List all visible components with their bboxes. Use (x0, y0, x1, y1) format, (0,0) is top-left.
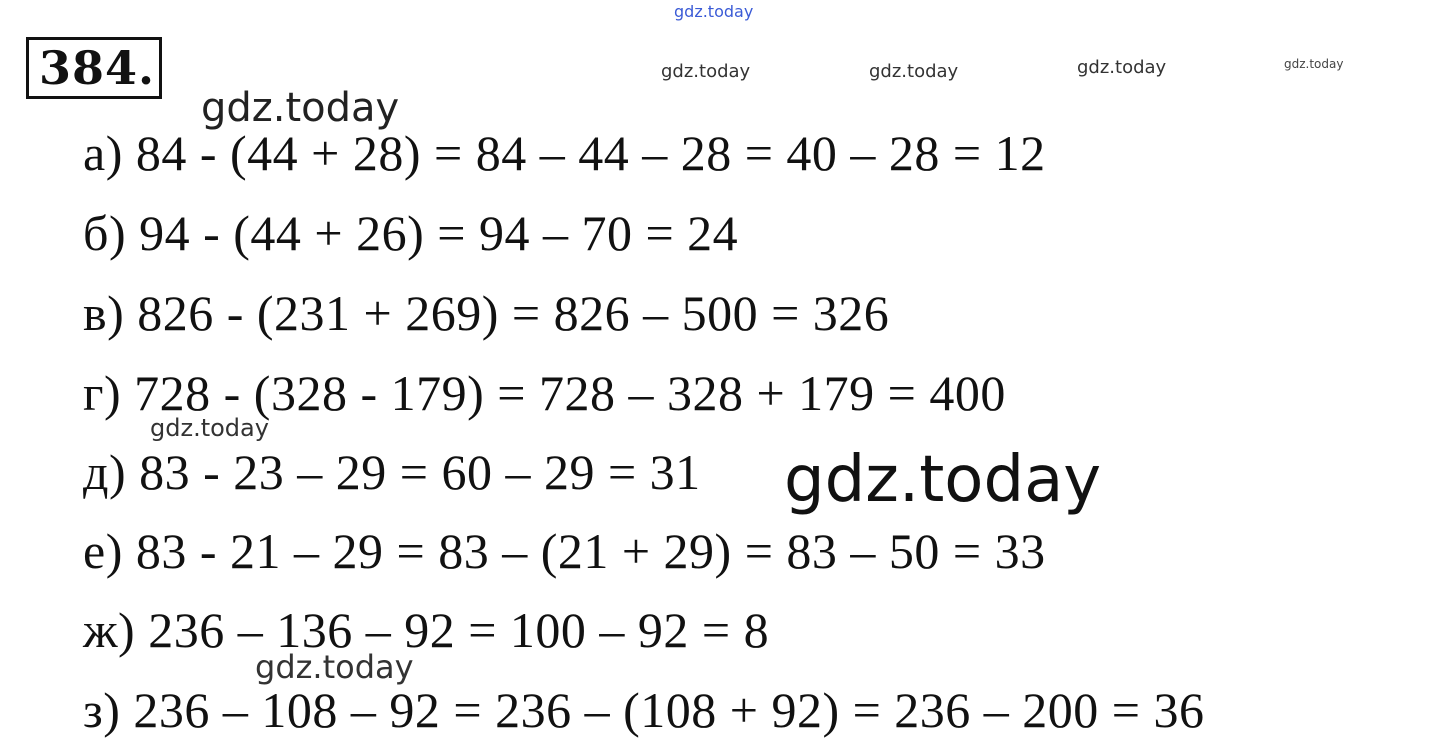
watermark-mid-bottom: gdz.today (255, 648, 414, 686)
problem-number: 384. (39, 41, 156, 95)
solution-line-g: г) 728 - (328 - 179) = 728 – 328 + 179 = 400 (83, 365, 1006, 421)
solution-line-zh: ж) 236 – 136 – 92 = 100 – 92 = 8 (83, 602, 770, 658)
solution-line-a: а) 84 - (44 + 28) = 84 – 44 – 28 = 40 – 28 = 12 (83, 125, 1046, 181)
watermark-large-1: gdz.today (201, 85, 400, 131)
solution-line-v: в) 826 - (231 + 269) = 826 – 500 = 326 (83, 285, 890, 341)
watermark-header-1: gdz.today (661, 61, 751, 82)
watermark-top-center: gdz.today (674, 2, 754, 21)
watermark-header-2: gdz.today (869, 61, 959, 82)
solution-line-z: з) 236 – 108 – 92 = 236 – (108 + 92) = 236 – 200 = 36 (83, 682, 1205, 738)
problem-number-box (26, 37, 162, 99)
watermark-header-3: gdz.today (1077, 57, 1167, 78)
watermark-mid-left: gdz.today (150, 414, 269, 442)
solution-line-d: д) 83 - 23 – 29 = 60 – 29 = 31 (83, 444, 701, 500)
solution-line-b: б) 94 - (44 + 26) = 94 – 70 = 24 (83, 205, 739, 261)
watermark-header-4: gdz.today (1284, 57, 1344, 71)
watermark-large-2: gdz.today (784, 443, 1102, 517)
solution-line-e: е) 83 - 21 – 29 = 83 – (21 + 29) = 83 – 50 = 33 (83, 523, 1046, 579)
